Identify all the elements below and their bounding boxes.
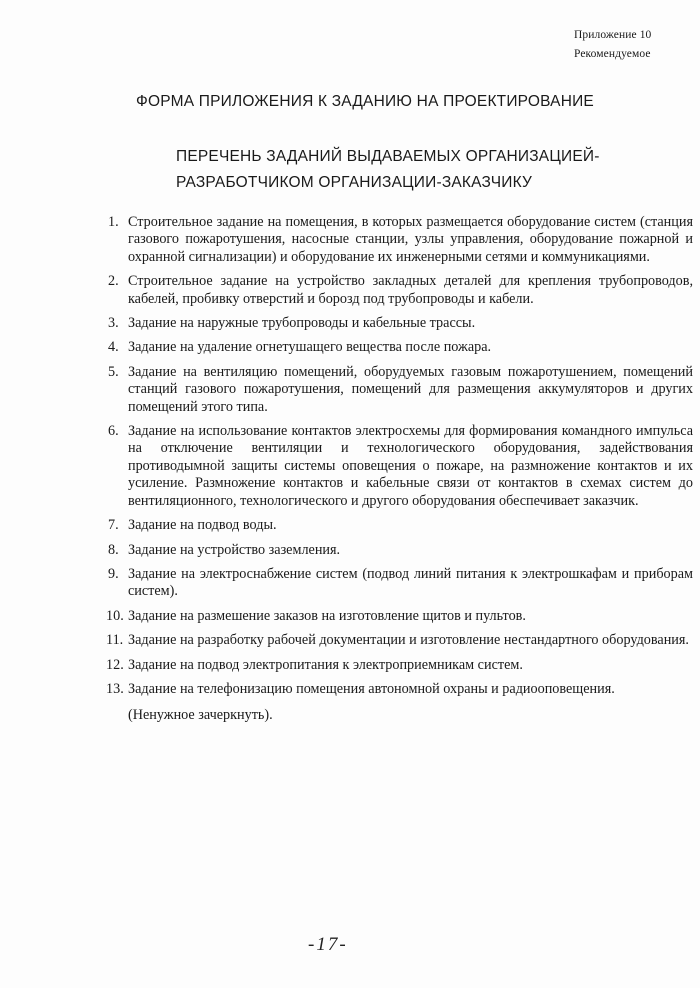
- task-text: Задание на использование контактов электросхемы для формирования командного импульса на отключение вентиляции и технологического оборудования, задействования противодымной защиты системы оповещения о пожаре, на размножение контактов и их усиление. Размножение контактов и кабельные связи от контактов в схемах систем до вентиляционного, технологического и другого оборудования обеспечивает заказчик.: [128, 423, 693, 509]
- task-number: 9.: [108, 565, 119, 582]
- task-text: Строительное задание на устройство закладных деталей для крепления трубопроводов, кабелей, пробивку отверстий и борозд под трубопроводы и кабели.: [128, 273, 693, 307]
- appendix-number: Приложение 10: [574, 29, 652, 41]
- task-item: [108, 542, 693, 559]
- task-text: Задание на наружные трубопроводы и кабельные трассы.: [128, 315, 476, 332]
- task-text: Задание на подвод электропитания к электроприемникам систем.: [128, 656, 523, 673]
- task-number: 6.: [108, 423, 119, 440]
- task-text: Задание на устройство заземления.: [128, 541, 341, 558]
- task-number: 12.: [106, 656, 124, 673]
- strike-out-note: (Ненужное зачеркнуть).: [128, 707, 273, 724]
- task-item: [108, 681, 693, 698]
- task-number: 3.: [108, 315, 119, 332]
- task-number: 2.: [108, 273, 119, 290]
- task-item: [108, 566, 693, 601]
- task-item: [108, 608, 693, 625]
- task-text: Задание на вентиляцию помещений, оборудуемых газовым пожаротушением, помещений станций газового пожаротушения, помещений для размещения аккумуляторов и других помещений этого типа.: [128, 363, 693, 415]
- appendix-status: Рекомендуемое: [574, 48, 651, 60]
- task-number: 10.: [106, 607, 124, 624]
- task-text: Задание на электроснабжение систем (подвод линий питания к электрошкафам и приборам систем).: [128, 565, 693, 600]
- task-list: [108, 214, 693, 725]
- task-item: [108, 273, 693, 308]
- task-item: [108, 423, 693, 510]
- list-title-line-2: РАЗРАБОТЧИКОМ ОРГАНИЗАЦИИ-ЗАКАЗЧИКУ: [176, 174, 533, 191]
- task-number: 7.: [108, 517, 119, 534]
- form-title: ФОРМА ПРИЛОЖЕНИЯ К ЗАДАНИЮ НА ПРОЕКТИРОВАНИЕ: [136, 93, 594, 110]
- task-item: [108, 214, 693, 266]
- task-text: Задание на подвод воды.: [128, 517, 277, 534]
- task-text: Задание на удаление огнетушащего вещества после пожара.: [128, 339, 492, 356]
- task-item: [108, 315, 693, 332]
- task-item: [108, 364, 693, 416]
- task-item: [108, 632, 693, 649]
- task-item: [108, 657, 693, 674]
- task-text: Задание на телефонизацию помещения автономной охраны и радиооповещения.: [128, 680, 615, 697]
- task-number: 11.: [106, 632, 124, 649]
- appendix-note: [574, 26, 651, 64]
- task-number: 8.: [108, 541, 119, 558]
- task-item: [108, 339, 693, 356]
- list-title-line-1: ПЕРЕЧЕНЬ ЗАДАНИЙ ВЫДАВАЕМЫХ ОРГАНИЗАЦИЕЙ-: [176, 148, 600, 165]
- task-number: 13.: [106, 680, 124, 697]
- task-text: Строительное задание на помещения, в которых размещается оборудование систем (станция газового пожаротушения, насосные станции, узлы управления, оборудование пожарной и охранной сигнализации) и оборудование их инженерными сетями и коммуникациями.: [128, 214, 693, 265]
- task-item: [108, 517, 693, 534]
- task-number: 4.: [108, 339, 119, 356]
- page-number: -17-: [308, 934, 348, 955]
- task-number: 5.: [108, 363, 119, 380]
- task-text: Задание на размешение заказов на изготовление щитов и пультов.: [128, 607, 526, 624]
- task-number: 1.: [108, 214, 119, 230]
- task-text: Задание на разработку рабочей документации и изготовление нестандартного оборудования.: [128, 632, 689, 649]
- list-title: [176, 144, 600, 196]
